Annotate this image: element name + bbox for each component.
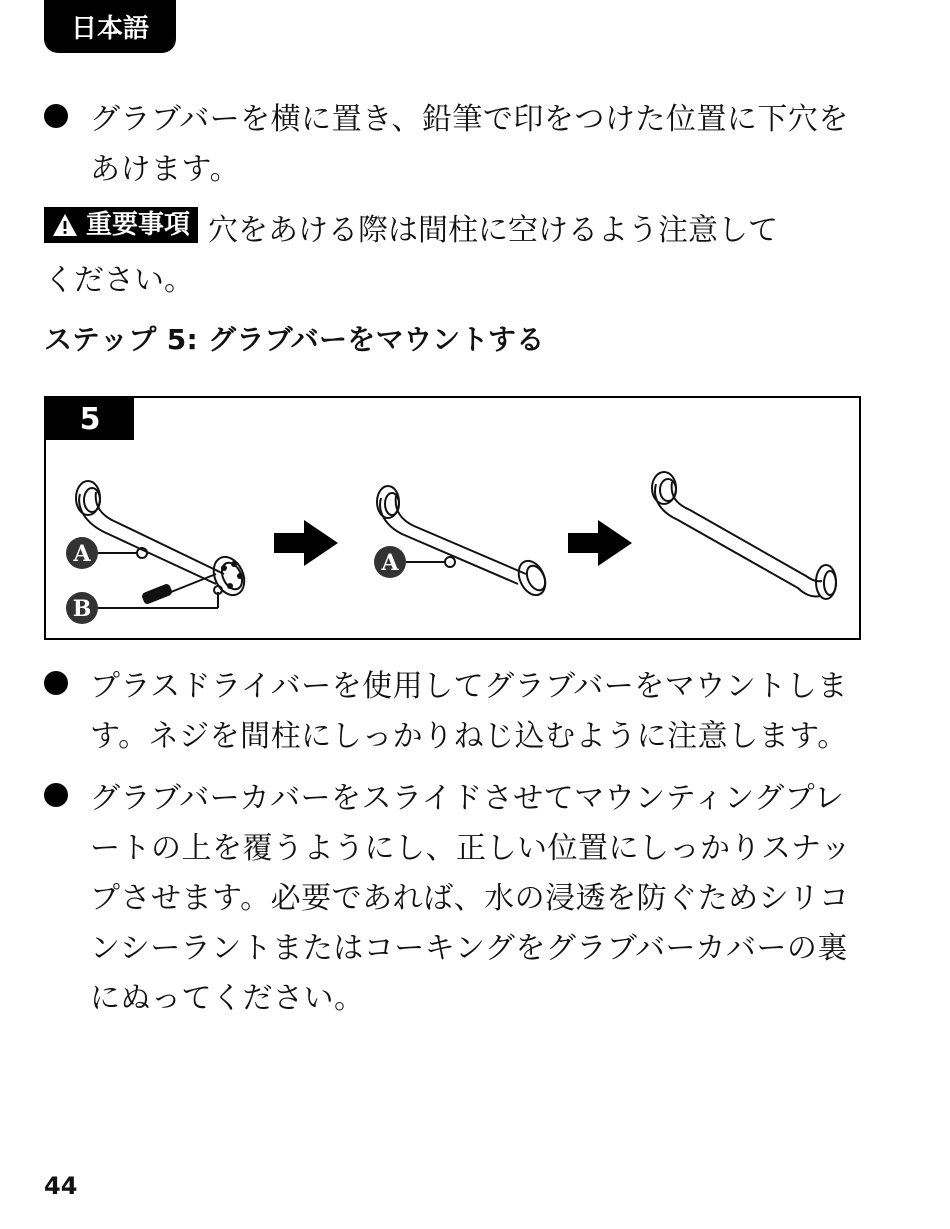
page-number: 44 — [44, 1172, 78, 1200]
warning-text-line1: 穴をあける際は間柱に空けるよう注意して — [208, 213, 779, 248]
callout-a-1: A — [73, 541, 91, 567]
warning-text-line2: ください。 — [44, 263, 194, 298]
step-number-badge: 5 — [46, 398, 134, 440]
arrow-right-icon — [274, 520, 338, 566]
step5-instruction-2 — [44, 774, 874, 1024]
grab-bar-illustration — [46, 398, 859, 638]
warning-notice — [44, 206, 864, 306]
callout-a-2: A — [381, 550, 399, 576]
callout-b: B — [72, 596, 92, 622]
bullet-icon — [44, 671, 68, 695]
step5-text-2: グラブバーカバーをスライドさせてマウンティングプレートの上を覆うようにし、正しい位置にしっかりスナップさせます。必要であれば、水の浸透を防ぐためシリコンシーラントまたはコーキングをグラブバーカバーの裏にぬってください。 — [90, 781, 852, 1016]
warning-badge — [44, 207, 198, 243]
step5-figure — [44, 396, 861, 640]
language-tab: 日本語 — [44, 0, 176, 53]
step5-title: ステップ 5: グラブバーをマウントする — [44, 323, 545, 356]
step5-instruction-1 — [44, 662, 874, 762]
step4-text: グラブバーを横に置き、鉛筆で印をつけた位置に下穴をあけます。 — [90, 102, 849, 187]
step5-text-1: プラスドライバーを使用してグラブバーをマウントします。ネジを間柱にしっかりねじ込むように注意します。 — [90, 669, 848, 754]
bullet-icon — [44, 783, 68, 807]
bullet-icon — [44, 104, 68, 128]
arrow-right-icon — [568, 520, 632, 566]
warning-badge-label: 重要事項 — [86, 210, 191, 240]
warning-icon — [52, 213, 78, 237]
step4-instruction — [44, 95, 874, 195]
